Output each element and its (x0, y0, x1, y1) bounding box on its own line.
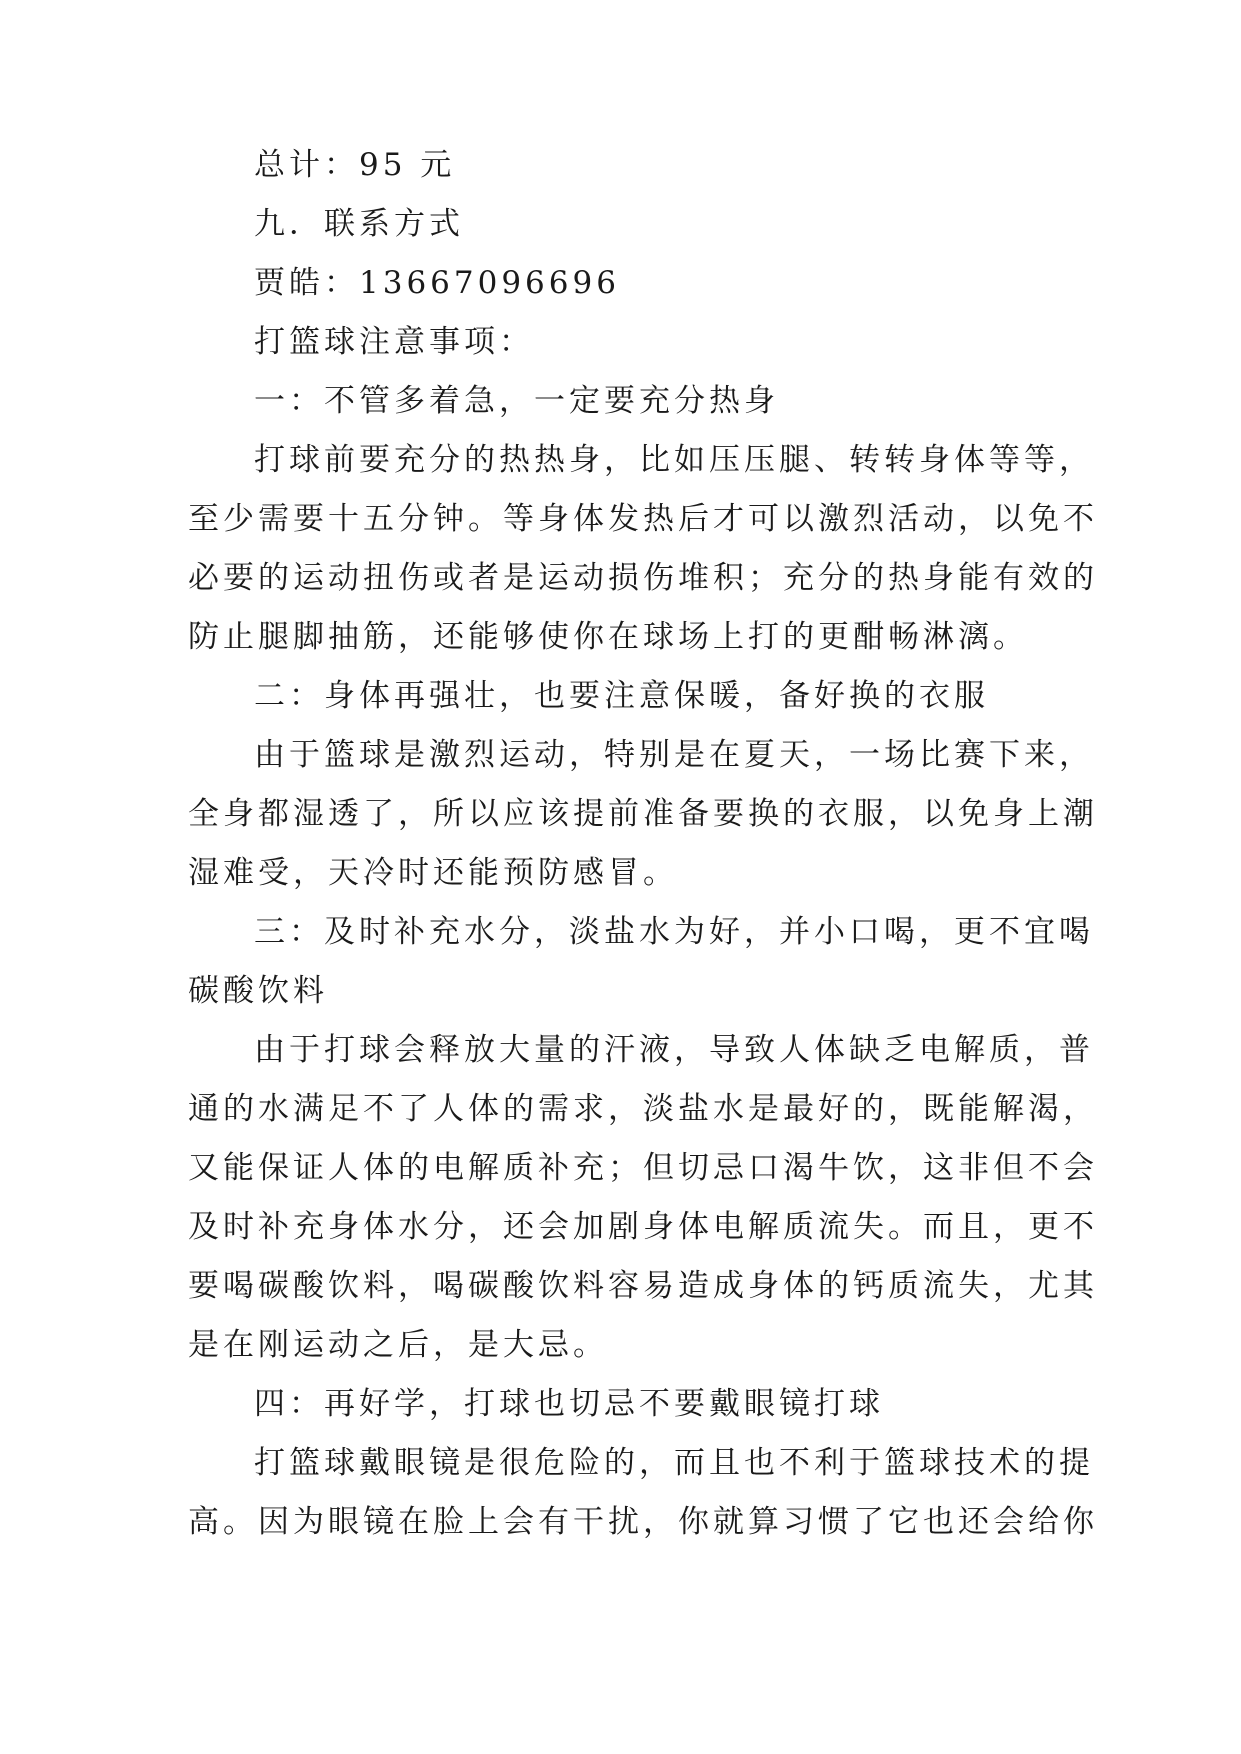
paragraph-line: 打球前要充分的热热身，比如压压腿、转转身体等等， (254, 442, 1094, 478)
paragraph-line: 湿难受，天冷时还能预防感冒。 (188, 855, 678, 891)
paragraph-line: 通的水满足不了人体的需求，淡盐水是最好的，既能解渴， (188, 1091, 1098, 1127)
paragraph-line: 全身都湿透了，所以应该提前准备要换的衣服，以免身上潮 (188, 796, 1098, 832)
paragraph-line: 要喝碳酸饮料，喝碳酸饮料容易造成身体的钙质流失，尤其 (188, 1268, 1098, 1304)
document-body (188, 136, 1098, 1552)
line-contact-phone: 贾皓：13667096696 (254, 265, 620, 301)
paragraph-line: 又能保证人体的电解质补充；但切忌口渴牛饮，这非但不会 (188, 1150, 1098, 1186)
paragraph-line: 是在刚运动之后，是大忌。 (188, 1327, 608, 1363)
heading-point-4: 四：再好学，打球也切忌不要戴眼镜打球 (254, 1386, 884, 1422)
paragraph-line: 必要的运动扭伤或者是运动损伤堆积；充分的热身能有效的 (188, 560, 1098, 596)
heading-point-2: 二：身体再强壮，也要注意保暖，备好换的衣服 (254, 678, 989, 714)
heading-contact: 九．联系方式 (254, 206, 464, 242)
paragraph-line: 打篮球戴眼镜是很危险的，而且也不利于篮球技术的提 (254, 1445, 1094, 1481)
paragraph-line: 至少需要十五分钟。等身体发热后才可以激烈活动，以免不 (188, 501, 1098, 537)
line-total: 总计：95 元 (254, 147, 456, 183)
paragraph-line: 及时补充身体水分，还会加剧身体电解质流失。而且，更不 (188, 1209, 1098, 1245)
heading-point-3-cont: 碳酸饮料 (188, 973, 328, 1009)
paragraph-line: 由于篮球是激烈运动，特别是在夏天，一场比赛下来， (254, 737, 1094, 773)
heading-basketball-notes: 打篮球注意事项： (254, 324, 534, 360)
paragraph-line: 防止腿脚抽筋，还能够使你在球场上打的更酣畅淋漓。 (188, 619, 1028, 655)
paragraph-line: 由于打球会释放大量的汗液，导致人体缺乏电解质，普 (254, 1032, 1094, 1068)
heading-point-3: 三：及时补充水分，淡盐水为好，并小口喝，更不宜喝 (254, 914, 1094, 950)
heading-point-1: 一：不管多着急，一定要充分热身 (254, 383, 779, 419)
paragraph-line: 高。因为眼镜在脸上会有干扰，你就算习惯了它也还会给你 (188, 1504, 1098, 1540)
